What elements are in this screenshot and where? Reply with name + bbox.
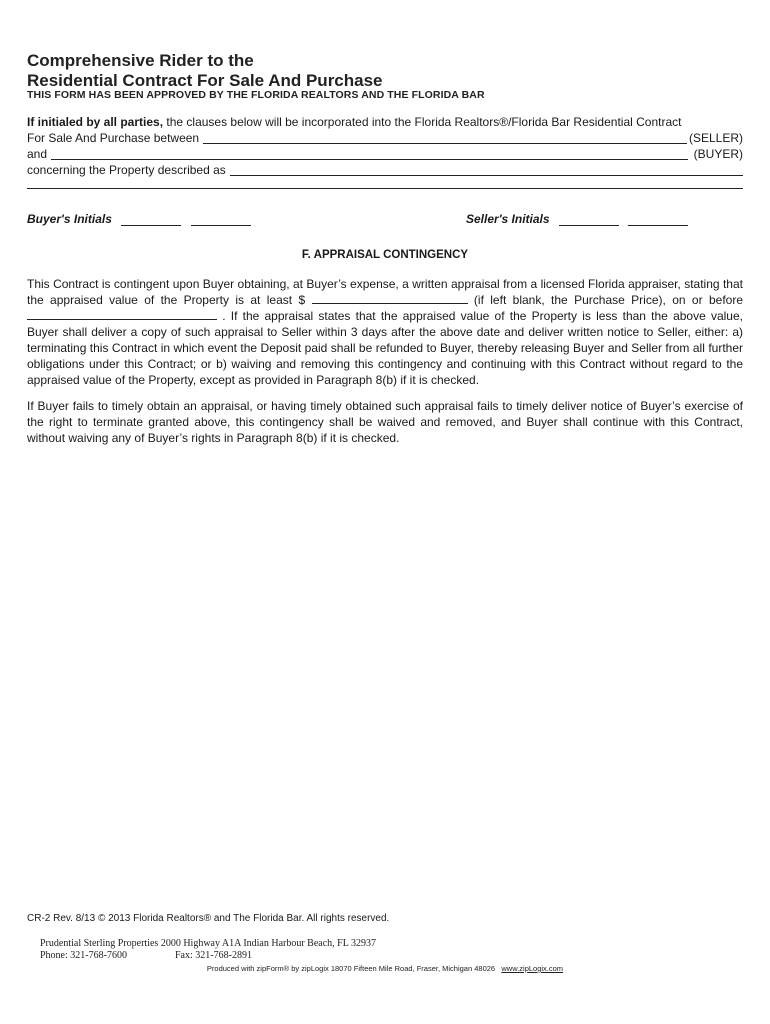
appraisal-text-b: (if left blank, the Purchase Price), on or before [467, 293, 743, 307]
intro-bold: If initialed by all parties, [27, 115, 164, 129]
title-line-1: Comprehensive Rider to the [27, 51, 254, 70]
seller-field[interactable] [203, 131, 687, 144]
waiver-paragraph: If Buyer fails to timely obtain an appraisal, or having timely obtained such appraisal fails to timely deliver notice of Buyer’s exercise of the right to terminate granted above, this contingency shall be waived and removed, and Buyer shall continue with this Contract, without waiving any of Buyer’s rights in Paragraph 8(b) if it is checked. [27, 399, 743, 445]
seller-initials-field-2[interactable] [628, 213, 688, 226]
seller-initials-field-1[interactable] [559, 213, 619, 226]
brokerage-info [40, 938, 376, 962]
property-row [27, 162, 743, 178]
buyer-initials [27, 212, 251, 226]
property-field[interactable] [230, 163, 743, 176]
between-label: For Sale And Purchase between [27, 131, 200, 145]
appraised-value-field[interactable] [312, 292, 468, 304]
fax-number: Fax: 321-768-2891 [175, 950, 252, 961]
appraisal-text-c: . If the appraisal states that the appraised value of the Property is less than the above value, Buyer shall deliver a copy of such appraisal to Seller within 3 days after the above date and deliver written notice to Seller, either: a) terminating this Contract in which event the Deposit paid shall be refunded to Buyer, thereby releasing Buyer and Seller from all further obligations under this Contract; or b) waiving and removing this contingency and continuing with this Contract without regard to the appraised value of the Property, except as provided in Paragraph 8(b) if it is checked. [27, 309, 743, 387]
intro-line [27, 114, 743, 130]
ziplogix-link[interactable]: www.zipLogix.com [501, 964, 564, 973]
approval-notice: THIS FORM HAS BEEN APPROVED BY THE FLORIDA REALTORS AND THE FLORIDA BAR [27, 89, 485, 101]
and-label: and [27, 147, 48, 161]
buyer-initials-field-2[interactable] [191, 213, 251, 226]
title-line-2: Residential Contract For Sale And Purchase [27, 71, 383, 90]
property-label: concerning the Property described as [27, 163, 226, 177]
seller-row [27, 130, 743, 146]
form-revision: CR-2 Rev. 8/13 © 2013 Florida Realtors® and The Florida Bar. All rights reserved. [27, 913, 390, 924]
property-continuation-line[interactable] [27, 188, 743, 189]
buyer-tag: (BUYER) [693, 147, 743, 161]
brokerage-line: Prudential Sterling Properties 2000 Highway A1A Indian Harbour Beach, FL 32937 [40, 938, 376, 949]
buyer-row [27, 146, 743, 162]
produced-text: Produced with zipForm® by zipLogix 18070 Fifteen Mile Road, Fraser, Michigan 48026 [206, 964, 496, 973]
appraisal-paragraph [27, 276, 743, 388]
contact-line [40, 950, 376, 962]
section-heading: F. APPRAISAL CONTINGENCY [301, 249, 469, 261]
intro-rest: the clauses below will be incorporated into the Florida Realtors®/Florida Bar Residential Contract [163, 115, 682, 129]
produced-with [0, 964, 770, 973]
buyer-initials-label: Buyer's Initials [27, 212, 112, 226]
seller-tag: (SELLER) [688, 131, 743, 145]
seller-initials [466, 212, 688, 226]
phone-number: Phone: 321-768-7600 [40, 950, 127, 961]
form-title [27, 51, 627, 91]
appraisal-date-field[interactable] [27, 308, 217, 320]
buyer-initials-field-1[interactable] [121, 213, 181, 226]
buyer-field[interactable] [51, 147, 688, 160]
appraisal-text-a: This Contract is contingent upon Buyer obtaining, at Buyer’s expense, a written appraisal from a licensed Florida appraiser, stating that the appraised value of the Property is at least $ [27, 277, 743, 307]
seller-initials-label: Seller's Initials [466, 212, 550, 226]
